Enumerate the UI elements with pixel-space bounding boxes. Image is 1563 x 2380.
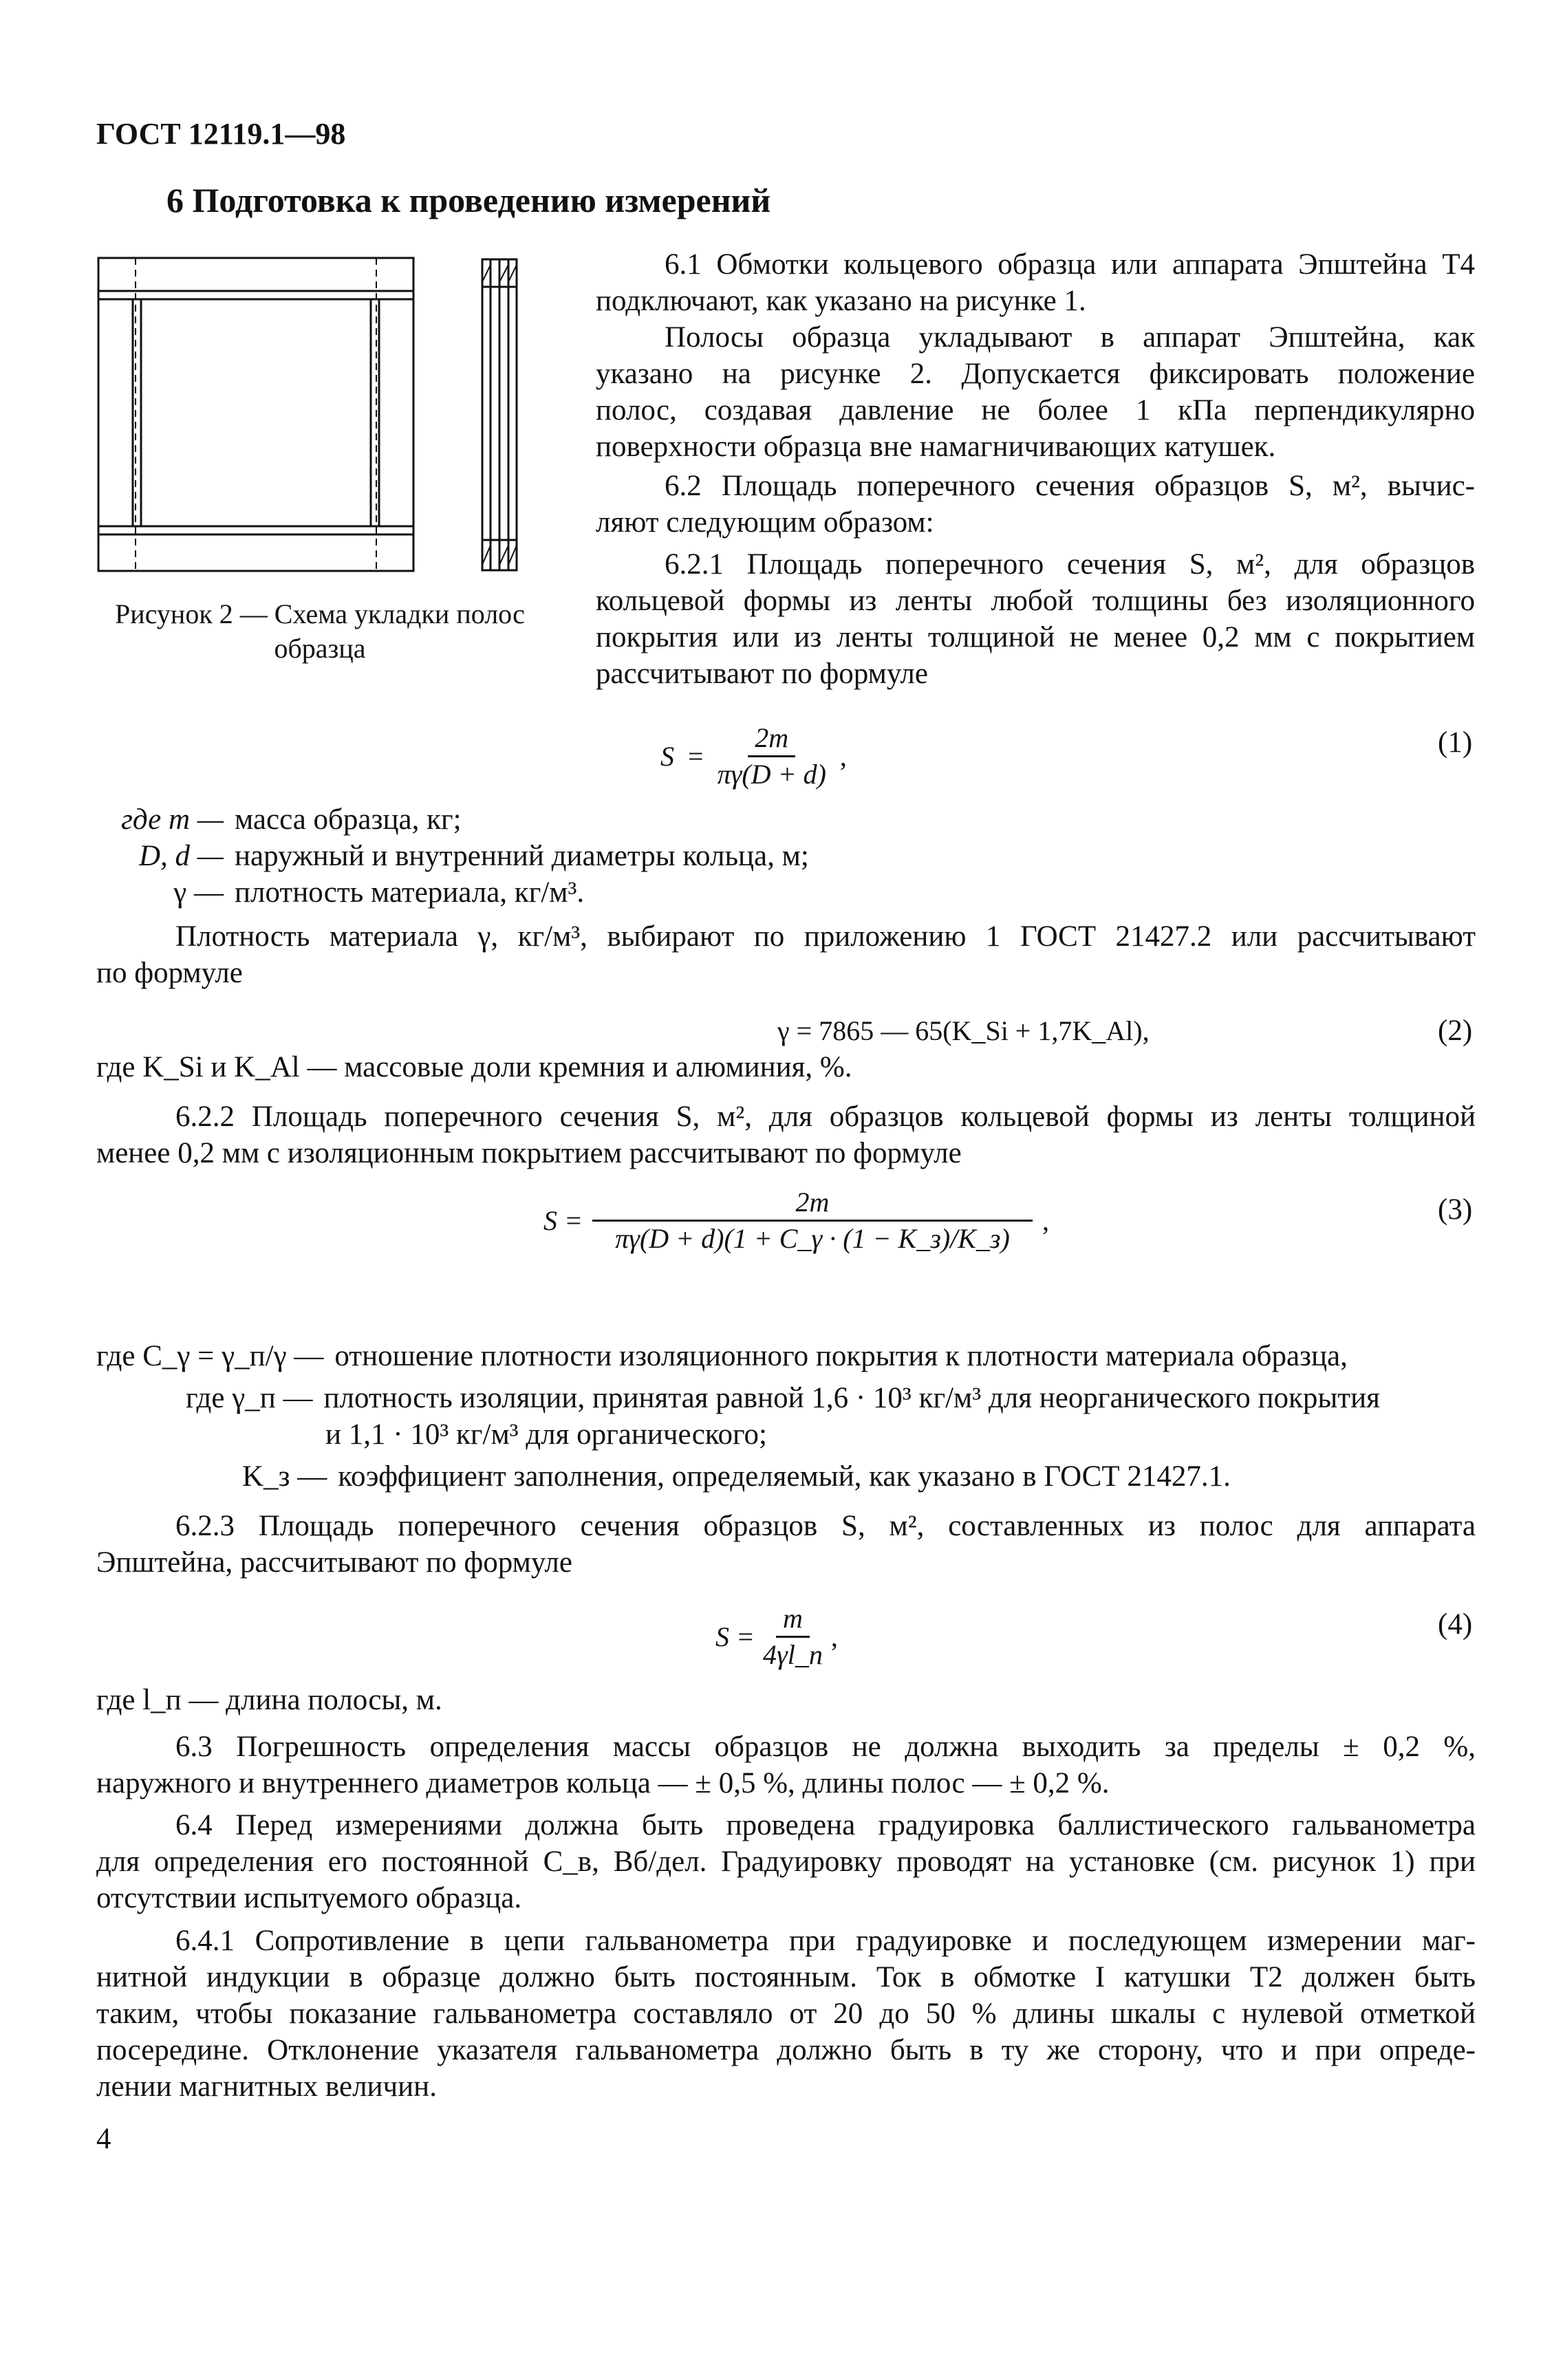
definition-text: плотность изоляции, принятая равной 1,6 · 10³ кг/м³ для неорганического покрытия [323, 1382, 1380, 1414]
definition-term: где m — [121, 803, 224, 836]
definition-text: и 1,1 · 10³ кг/м³ для органического; [325, 1418, 767, 1451]
text-line: 6.2.2 Площадь поперечного сечения S, м², для образцов кольцевой формы из ленты толщиной [175, 1101, 1476, 1133]
text-line: Эпштейна, рассчитывают по формуле [96, 1546, 572, 1579]
equation-numerator: m [776, 1603, 810, 1638]
text-line: 6.4.1 Сопротивление в цепи гальванометра при градуировке и последующем измерении маг- [175, 1925, 1476, 1957]
text-line: поверхности образца вне намагничивающих катушек. [596, 431, 1276, 463]
equation-lhs: S = [543, 1205, 583, 1236]
text-line: посередине. Отклонение указателя гальванометра должно быть в ту же сторону, что и при опреде- [96, 2034, 1476, 2066]
definition-text: масса образца, кг; [235, 803, 462, 836]
definitions-eq3 [96, 1338, 1380, 1495]
equation-number: (3) [1438, 1193, 1473, 1226]
text-line: 6.4 Перед измерениями должна быть проведена градуировка баллистического гальванометра [175, 1809, 1476, 1841]
equation-number: (1) [1438, 726, 1473, 759]
equation-numerator: 2m [592, 1187, 1033, 1222]
figure-caption [89, 597, 550, 666]
text-line: менее 0,2 мм с изоляционным покрытием рассчитывают по формуле [96, 1137, 962, 1169]
equation-4 [715, 1603, 838, 1671]
equation-lhs: S = [715, 1621, 755, 1652]
paragraph-6-4 [96, 1807, 1476, 1916]
text-line: рассчитывают по формуле [596, 658, 928, 690]
equals-sign: = [688, 741, 704, 772]
paragraph-6-2-1 [596, 546, 1475, 692]
text-line: отсутствии испытуемого образца. [96, 1882, 522, 1914]
figure-caption-line: Рисунок 2 — Схема укладки полос [115, 598, 525, 629]
equation-comma: , [839, 741, 847, 772]
text-line: Полосы образца укладывают в аппарат Эпштейна, как [665, 321, 1475, 354]
definition-term: D, d — [138, 840, 224, 872]
text-line: таким, чтобы показание гальванометра составляло от 20 до 50 % длины шкалы с нулевой отметкой [96, 1998, 1476, 2030]
paragraph-6-2 [596, 468, 1475, 541]
paragraph-density [96, 918, 1476, 991]
text-line: 6.2 Площадь поперечного сечения образцов S, м², вычис- [665, 470, 1475, 502]
text-line: указано на рисунке 2. Допускается фиксировать положение [596, 358, 1475, 390]
equation-denominator: πγ(D + d) [717, 759, 826, 790]
definition-row [96, 838, 809, 874]
text-line: кольцевой формы из ленты любой толщины без изоляционного [596, 585, 1475, 617]
equation-denominator: 4γl_п [763, 1639, 823, 1670]
text-line: Плотность материала γ, кг/м³, выбирают по приложению 1 ГОСТ 21427.2 или рассчитывают [175, 920, 1476, 953]
figure-caption-line: образца [274, 633, 366, 664]
paragraph-6-2-2 [96, 1099, 1476, 1171]
paragraph-6-4-1 [96, 1923, 1476, 2105]
equation-denominator: πγ(D + d)(1 + C_γ · (1 − K_з)/K_з) [615, 1223, 1010, 1254]
equation-2: γ = 7865 — 65(K_Si + 1,7K_Al), [777, 1015, 1150, 1046]
definition-row [96, 1338, 1380, 1374]
equation-lhs: S [660, 741, 674, 772]
definition-row [325, 1416, 1380, 1453]
definition-text: наружный и внутренний диаметры кольца, м; [235, 840, 809, 872]
paragraph-6-2-3 [96, 1508, 1476, 1581]
text-line: наружного и внутреннего диаметров кольца — ± 0,5 %, длины полос — ± 0,2 %. [96, 1767, 1110, 1799]
equation-number: (2) [1438, 1015, 1473, 1047]
text-line: для определения его постоянной C_в, Вб/дел. Градуировку проводят на установке (см. рисунок 1) при [96, 1846, 1476, 1878]
text-line: нитной индукции в образце должно быть постоянным. Ток в обмотке I катушки Т2 должен быть [96, 1961, 1476, 1993]
text-line: 6.2.3 Площадь поперечного сечения образцов S, м², составленных из полос для аппарата [175, 1510, 1476, 1542]
definitions-eq2: где K_Si и K_Al — массовые доли кремния и алюминия, %. [96, 1051, 852, 1083]
page-number: 4 [96, 2123, 111, 2155]
text-line: по формуле [96, 957, 243, 989]
text-line: 6.2.1 Площадь поперечного сечения S, м², для образцов [665, 548, 1475, 581]
definition-text: плотность материала, кг/м³. [235, 876, 585, 909]
equation-3 [543, 1187, 1049, 1255]
section-heading: 6 Подготовка к проведению измерений [166, 181, 771, 219]
definition-text: отношение плотности изоляционного покрытия к плотности материала образца, [334, 1340, 1348, 1372]
definitions-eq1 [96, 801, 809, 911]
figure-strip-layout [93, 251, 547, 581]
document-header: ГОСТ 12119.1—98 [96, 117, 346, 151]
definition-term: где γ_п — [186, 1382, 313, 1414]
definition-row [96, 801, 809, 838]
equation-comma: , [830, 1621, 838, 1652]
definition-term: K_з — [242, 1460, 327, 1493]
equation-number: (4) [1438, 1608, 1473, 1641]
definitions-eq4: где l_п — длина полосы, м. [96, 1684, 442, 1716]
definition-row [242, 1458, 1380, 1495]
text-line: ляют следующим образом: [596, 506, 934, 539]
equation-comma: , [1042, 1205, 1049, 1236]
paragraph-6-1 [596, 246, 1475, 465]
definition-term: γ — [173, 876, 224, 909]
paragraph-6-3 [96, 1729, 1476, 1802]
definition-row [96, 874, 809, 911]
definition-term: где C_γ = γ_п/γ — [96, 1340, 324, 1372]
text-line: 6.3 Погрешность определения массы образцов не должна выходить за пределы ± 0,2 %, [175, 1731, 1476, 1763]
equation-numerator: 2m [748, 722, 795, 757]
text-line: покрытия или из ленты толщиной не менее 0,2 мм с покрытием [596, 621, 1475, 653]
equation-1 [660, 722, 847, 790]
text-line: 6.1 Обмотки кольцевого образца или аппарата Эпштейна Т4 [665, 248, 1475, 281]
definition-row [186, 1380, 1380, 1416]
text-line: полос, создавая давление не более 1 кПа перпендикулярно [596, 394, 1475, 426]
text-line: подключают, как указано на рисунке 1. [596, 285, 1086, 317]
definition-text: коэффициент заполнения, определяемый, как указано в ГОСТ 21427.1. [338, 1460, 1231, 1493]
text-line: лении магнитных величин. [96, 2070, 437, 2103]
